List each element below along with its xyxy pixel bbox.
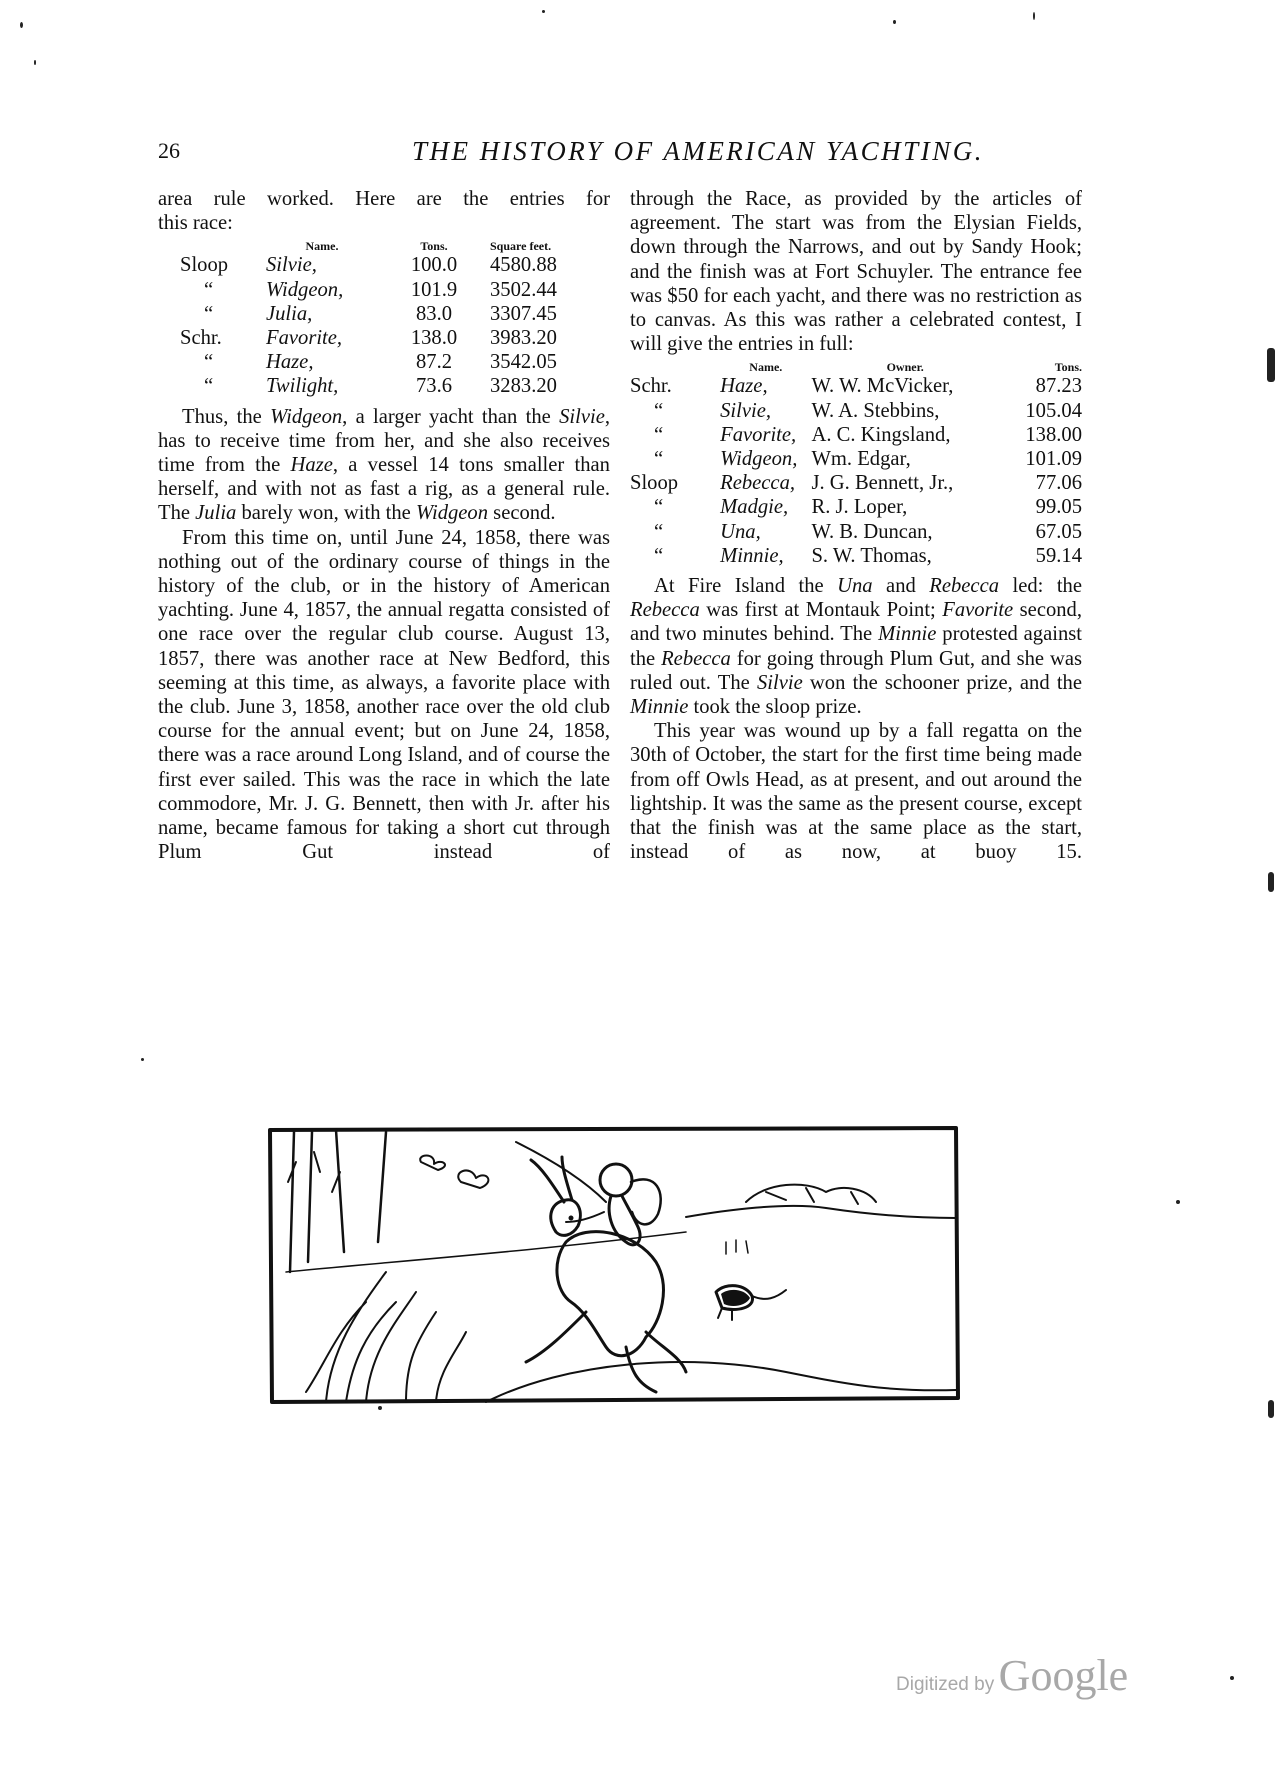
rig-cell: “: [204, 375, 214, 398]
page-header: [158, 138, 1078, 172]
header-square-feet: Square feet.: [490, 239, 552, 254]
yacht-name: Rebecca: [929, 575, 1000, 598]
header-tons: Tons.: [1054, 360, 1082, 375]
watermark-logo: Google: [998, 1651, 1129, 1700]
illustration-rabbit-rider: [266, 1122, 966, 1408]
yacht-name-cell: [720, 447, 811, 471]
owner-cell: R. J. Loper,: [811, 496, 908, 519]
right-column: [630, 187, 1082, 864]
table-row: [180, 253, 610, 277]
rig-cell: “: [654, 423, 664, 446]
yacht-name-cell: [720, 520, 811, 544]
rig-cell: Schr.: [630, 375, 672, 398]
text-run: and: [872, 575, 930, 598]
text-run: At Fire Island the: [654, 575, 838, 598]
rig-cell: “: [654, 448, 664, 471]
yacht-name-cell: [720, 374, 811, 398]
yacht-name: Silvie,: [266, 254, 317, 277]
header-name: Name.: [749, 360, 783, 375]
table-row: [180, 326, 610, 350]
intro-line: [158, 187, 610, 211]
table-row: [630, 399, 1082, 423]
text-run: second.: [488, 502, 556, 525]
yacht-name: Widgeon,: [720, 448, 798, 471]
yacht-name: Favorite,: [720, 423, 797, 446]
square-feet-cell: 3283.20: [490, 375, 557, 398]
rig-cell: “: [654, 496, 664, 519]
yacht-name-cell: [266, 326, 378, 350]
paragraph-history: From this time on, until June 24, 1858, there was nothing out of the ordinary course of things in the history of the club, or in the history of American yachting. June 4, 1857, the annual regatta consisted of one race over the regular club course. August 13, 1857, there was another race at New Bedford, this seeming at this time, as always, a favorite place with the club. June 3, 1858, another race over the old club course for the annual event; but on June 24, 1858, there was a race around Long Island, and of course the first ever sailed. This was the race in which the late commodore, Mr. J. G. Bennett, then with Jr. after his name, became famous for taking a short cut through Plum Gut instead of: [158, 526, 610, 864]
yacht-name: Rebecca: [630, 599, 700, 622]
table-header-row: [630, 358, 1082, 374]
yacht-name: Haze,: [720, 375, 768, 398]
left-column: [158, 187, 610, 864]
yacht-name: Una: [837, 575, 873, 598]
yacht-name-cell: [266, 350, 378, 374]
rig-cell: Sloop: [180, 254, 229, 277]
illustration-drawing: [266, 1122, 966, 1408]
rig-cell: “: [654, 520, 664, 543]
table-row: [180, 278, 610, 302]
yacht-name: Silvie: [559, 405, 605, 428]
yacht-name: Silvie: [756, 671, 803, 694]
running-title: THE HISTORY OF AMERICAN YACHTING.: [412, 136, 984, 166]
yacht-name: Silvie,: [720, 399, 772, 422]
tons-cell: 101.9: [410, 278, 458, 301]
tons-cell: 99.05: [1035, 496, 1082, 519]
text-run: took the sloop prize.: [688, 696, 862, 719]
entries-table-full: [630, 358, 1082, 568]
square-feet-cell: 3502.44: [490, 278, 557, 301]
rig-cell: “: [204, 351, 214, 374]
yacht-name: Madgie,: [720, 496, 789, 519]
owner-cell: A. C. Kingsland,: [811, 423, 951, 446]
rig-cell: “: [204, 278, 214, 301]
tons-cell: 67.05: [1035, 520, 1082, 543]
scan-speck: [1230, 1676, 1234, 1680]
table-row: [180, 350, 610, 374]
scan-speck: [1033, 12, 1035, 20]
owner-cell: W. A. Stebbins,: [811, 399, 940, 422]
square-feet-cell: 3542.05: [490, 351, 557, 374]
tons-cell: 73.6: [415, 375, 453, 398]
yacht-name: Haze: [290, 454, 333, 477]
text-run: was first at Montauk Point;: [699, 599, 943, 622]
yacht-name: Una,: [720, 520, 761, 543]
yacht-name: Julia: [195, 502, 237, 525]
square-feet-cell: 3983.20: [490, 327, 557, 350]
yacht-name: Minnie,: [720, 544, 784, 567]
scan-speck: [893, 20, 896, 24]
owner-cell: W. B. Duncan,: [811, 520, 933, 543]
rig-cell: “: [654, 399, 664, 422]
owner-cell: Wm. Edgar,: [811, 448, 911, 471]
square-feet-cell: 4580.88: [490, 254, 557, 277]
yacht-name: Widgeon,: [266, 278, 344, 301]
yacht-name-cell: [720, 471, 811, 495]
table-row: [630, 447, 1082, 471]
text-run: , has to receive time from her, and she also receives time from the: [158, 405, 610, 477]
tons-cell: 87.2: [415, 351, 453, 374]
yacht-name-cell: [266, 278, 378, 302]
text-run: Thus, the: [182, 405, 271, 428]
digitized-watermark: [896, 1650, 1128, 1701]
rig-cell: Schr.: [180, 327, 222, 350]
scan-speck: [1176, 1200, 1180, 1204]
table-row: [180, 374, 610, 398]
paragraph-fire-island: [630, 574, 1082, 719]
text-run: barely won, with the: [236, 502, 416, 525]
paragraph-fall-regatta: This year was wound up by a fall regatta on the 30th of October, the start for the first time being made from off Owls Head, as at present, and out around the lightship. It was the same as the present course, except that the finish was at the same place as the start, instead of as now, at buoy 15.: [630, 720, 1082, 864]
scan-speck: [1268, 872, 1274, 892]
header-name: Name.: [305, 239, 339, 254]
text-run: won the schooner prize, and the: [802, 671, 1082, 694]
tons-cell: 77.06: [1035, 472, 1082, 495]
tons-cell: 100.0: [410, 254, 458, 277]
table-row: [630, 471, 1082, 495]
scan-speck: [34, 60, 36, 65]
rig-cell: “: [654, 544, 664, 567]
tons-cell: 138.0: [410, 327, 458, 350]
page-number: 26: [158, 138, 180, 163]
scan-speck: [378, 1406, 382, 1410]
yacht-name: Favorite,: [266, 327, 343, 350]
text-run: for going through Plum Gut, and she was ruled out. The: [630, 647, 1082, 694]
table-header-row: [180, 237, 610, 253]
yacht-name-cell: [266, 374, 378, 398]
owner-cell: J. G. Bennett, Jr.,: [811, 472, 954, 495]
text-run: , a vessel 14 tons smaller than herself, and with not as fast a rig, as a general rule. The: [158, 454, 610, 525]
tons-cell: 83.0: [415, 302, 453, 325]
owner-cell: S. W. Thomas,: [811, 544, 932, 567]
yacht-name: Julia,: [266, 302, 313, 325]
header-tons: Tons.: [420, 239, 448, 254]
intro-text-a: area rule worked. Here are the entries for: [158, 188, 610, 210]
text-run: second, and two minutes behind. The: [630, 599, 1083, 646]
watermark-prefix: Digitized by: [896, 1674, 995, 1695]
tons-cell: 87.23: [1035, 375, 1082, 398]
table-row: [180, 302, 610, 326]
tons-cell: 138.00: [1025, 423, 1082, 446]
tons-cell: 105.04: [1025, 399, 1082, 422]
yacht-name: Favorite: [942, 599, 1014, 622]
yacht-name: Rebecca: [661, 647, 731, 670]
table-row: [630, 544, 1082, 568]
scan-speck: [141, 1058, 144, 1061]
yacht-name-cell: [266, 302, 378, 326]
yacht-name-cell: [720, 495, 811, 519]
scan-speck: [1268, 1400, 1274, 1418]
paragraph-widgeon: [158, 405, 610, 526]
square-feet-cell: 3307.45: [490, 302, 557, 325]
table-row: [630, 374, 1082, 398]
yacht-name-cell: [720, 423, 811, 447]
scan-speck: [542, 10, 545, 13]
yacht-name-cell: [720, 399, 811, 423]
tons-cell: 101.09: [1025, 448, 1082, 471]
intro-line-2: [158, 211, 610, 235]
text-run: led: the: [999, 575, 1082, 598]
yacht-name: Rebecca,: [720, 472, 796, 495]
table-row: [630, 423, 1082, 447]
yacht-name: Widgeon: [270, 405, 343, 428]
scan-speck: [1267, 348, 1275, 382]
rig-cell: Sloop: [630, 472, 679, 495]
yacht-name: Minnie: [878, 623, 937, 646]
text-run: , a larger yacht than the: [342, 405, 560, 428]
yacht-name: Haze,: [266, 351, 314, 374]
yacht-name: Widgeon: [415, 502, 489, 525]
owner-cell: W. W. McVicker,: [811, 375, 954, 398]
yacht-name-cell: [720, 544, 811, 568]
yacht-name: Minnie: [630, 696, 689, 719]
header-spacer: [630, 358, 720, 374]
yacht-name-cell: [266, 253, 378, 277]
scan-speck: [20, 22, 23, 28]
header-spacer: [180, 237, 266, 253]
rig-cell: “: [204, 302, 214, 325]
intro-text-b: this race:: [158, 212, 233, 235]
table-row: [630, 495, 1082, 519]
paragraph-race-terms: through the Race, as provided by the articles of agreement. The start was from the Elysian Fields, down through the Narrows, and out by Sandy Hook; and the finish was at Fort Schuyler. The entrance fee was $50 for each yacht, and there was no restriction as to canvas. As this was rather a celebrated contest, I will give the entries in full:: [630, 188, 1082, 356]
entries-table-short: [180, 237, 610, 398]
header-owner: Owner.: [886, 360, 924, 375]
table-row: [630, 520, 1082, 544]
tons-cell: 59.14: [1035, 544, 1082, 567]
yacht-name: Twilight,: [266, 375, 339, 398]
text-run: protested against the: [630, 623, 1082, 670]
